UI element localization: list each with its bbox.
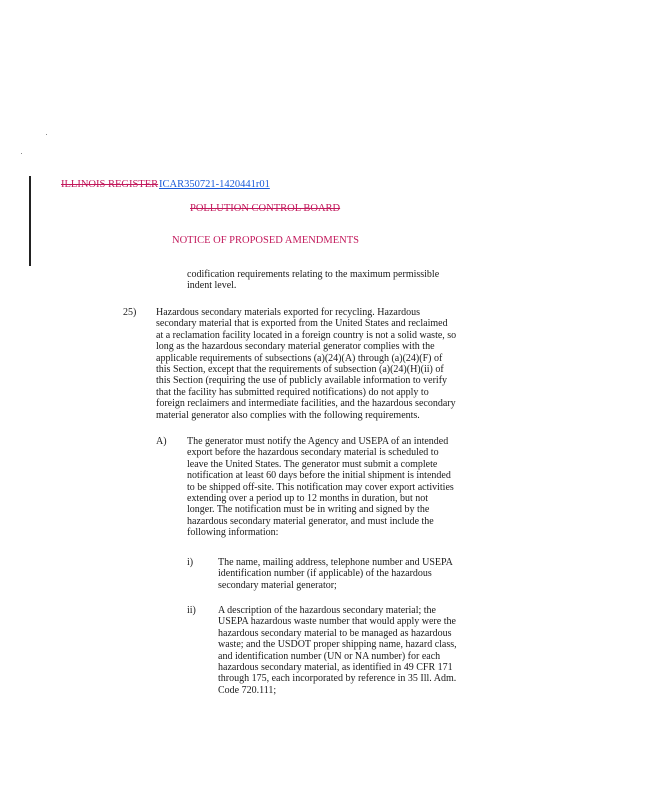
text-line: leave the United States. The generator must submit a complete <box>187 458 438 470</box>
text-line: longer. The notification must be in writing and signed by the <box>187 504 430 516</box>
text-line: foreign reclaimers and intermediate facilities, and the hazardous secondary <box>156 398 456 410</box>
text-line: The name, mailing address, telephone number and USEPA <box>218 557 453 568</box>
text-line: this Section, except that the requirements of subsection (a)(24)(H)(ii) of <box>156 364 444 376</box>
text-line: The generator must notify the Agency and USEPA of an intended <box>187 436 449 447</box>
paragraph-ii <box>218 605 457 696</box>
text-line: through 175, each incorporated by reference in 35 Ill. Adm. <box>218 673 457 685</box>
paragraph-i <box>218 557 453 591</box>
text-line: indent level. <box>187 280 237 292</box>
board-name: POLLUTION CONTROL BOARD <box>190 203 341 214</box>
text-line: long as the hazardous secondary material generator complies with the <box>156 341 435 353</box>
item-number: ii) <box>187 605 196 616</box>
text-line: notification at least 60 days before the initial shipment is intended <box>187 470 451 482</box>
text-line: hazardous secondary material, as identified in 49 CFR 171 <box>218 662 453 674</box>
text-line: this Section (requiring the use of publicly available information to verify <box>156 375 448 387</box>
text-line: waste; and the USDOT proper shipping name, hazard class, <box>218 639 457 651</box>
register-title: ILLINOIS REGISTER <box>61 179 159 190</box>
text-line: at a reclamation facility located in a foreign country is not a solid waste, so <box>156 329 457 341</box>
text-line: secondary material generator; <box>218 579 337 591</box>
text-line: and identification number (UN or NA number) for each <box>218 650 441 662</box>
paragraph-25 <box>156 307 456 421</box>
scan-speck <box>21 153 22 154</box>
item-number: i) <box>187 557 194 568</box>
text-line: material generator also complies with the following requirements. <box>156 409 420 421</box>
text-line: Hazardous secondary materials exported for recycling. Hazardous <box>156 307 421 318</box>
paragraph-a <box>187 436 454 539</box>
text-line: Code 720.111; <box>218 684 277 696</box>
text-line: following information: <box>187 527 279 539</box>
text-line: export before the hazardous secondary material is scheduled to <box>187 447 439 459</box>
scan-speck <box>46 134 47 135</box>
text-line: identification number (if applicable) of the hazardous <box>218 568 432 580</box>
item-number: 25) <box>123 307 137 318</box>
text-line: secondary material that is exported from the United States and reclaimed <box>156 318 448 330</box>
item-number: A) <box>156 436 167 447</box>
text-line: extending over a period up to 12 months in duration, but not <box>187 493 429 505</box>
text-line: that the facility has submitted required notifications) do not apply to <box>156 386 429 398</box>
text-line: codification requirements relating to the maximum permissible <box>187 269 440 280</box>
intro-paragraph <box>187 269 439 292</box>
notice-title: NOTICE OF PROPOSED AMENDMENTS <box>172 235 359 246</box>
revision-change-bar <box>29 176 31 266</box>
document-id-link[interactable]: ICAR350721-1420441r01 <box>159 179 270 190</box>
text-line: A description of the hazardous secondary material; the <box>218 605 436 616</box>
text-line: USEPA hazardous waste number that would apply were the <box>218 616 456 628</box>
text-line: hazardous secondary material generator, and must include the <box>187 515 434 527</box>
text-line: to be shipped off-site. This notification may cover export activities <box>187 481 454 493</box>
text-line: applicable requirements of subsections (a)(24)(A) through (a)(24)(F) of <box>156 352 443 364</box>
text-line: hazardous secondary material to be managed as hazardous <box>218 627 452 639</box>
